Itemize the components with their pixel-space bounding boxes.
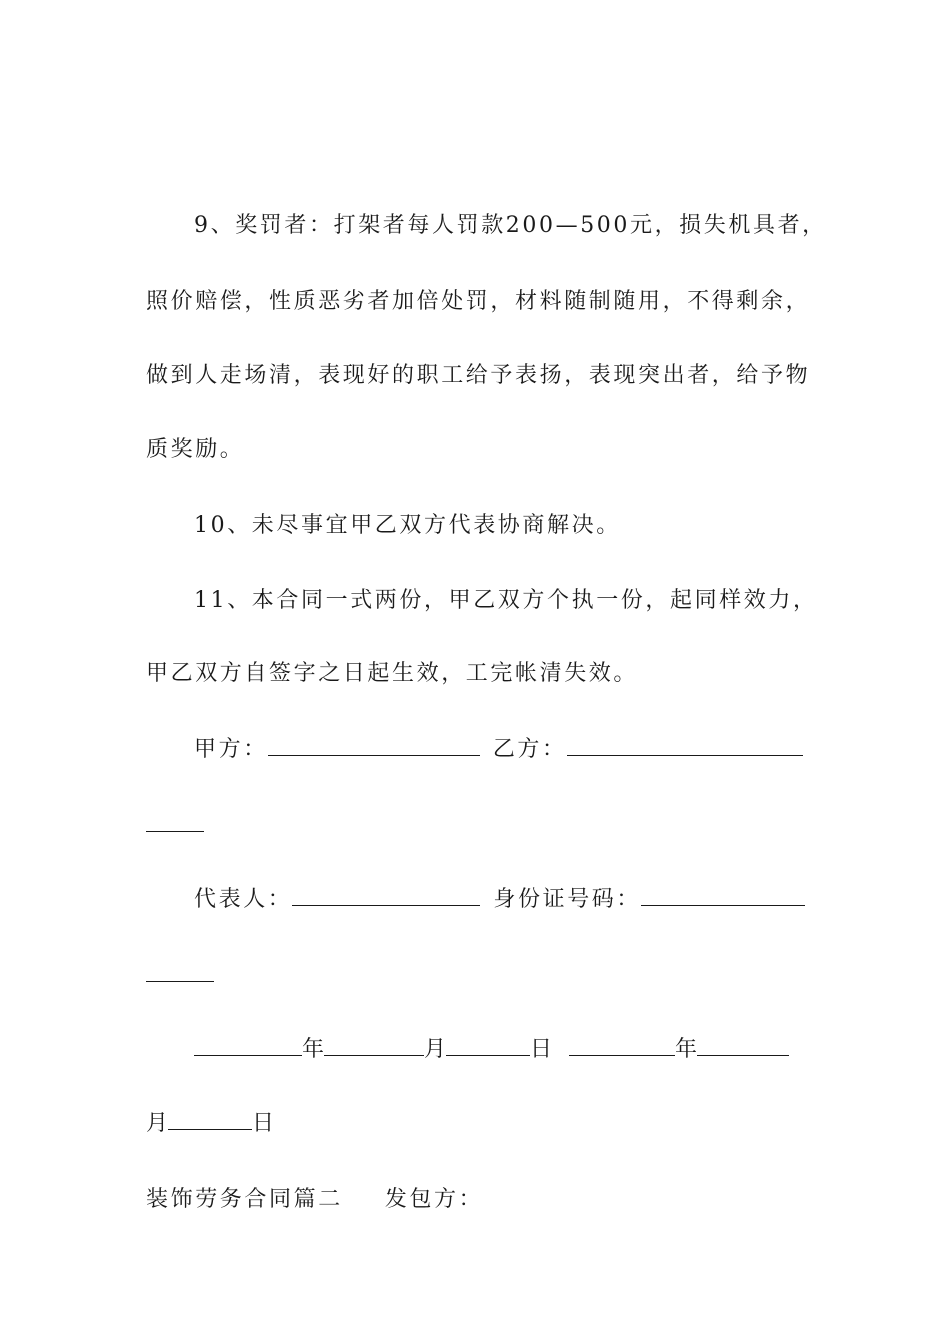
date-row-continuation bbox=[146, 1109, 274, 1139]
party-signature-row bbox=[194, 735, 803, 765]
clause-9-line-2: 照价赔偿，性质恶劣者加倍处罚，材料随制随用，不得剩余， bbox=[146, 289, 811, 314]
date-b-day-label: 日 bbox=[252, 1111, 275, 1136]
party-b-blank-continuation bbox=[146, 811, 204, 832]
representative-blank bbox=[292, 885, 480, 906]
clause-11-line-1: 11、本合同一式两份，甲乙双方个执一份，起同样效力， bbox=[194, 588, 818, 613]
clause-9-line-3: 做到人走场清，表现好的职工给予表扬，表现突出者，给予物 bbox=[146, 363, 811, 388]
id-number-label: 身份证号码： bbox=[493, 887, 642, 912]
party-b-label: 乙方： bbox=[492, 737, 567, 762]
date-b-day-blank bbox=[168, 1109, 252, 1130]
party-b-blank bbox=[567, 735, 803, 756]
contractor-label: 发包方： bbox=[384, 1187, 484, 1212]
date-b-month-blank bbox=[697, 1035, 789, 1056]
clause-9-line-1: 9、奖罚者：打架者每人罚款200—500元，损失机具者， bbox=[194, 213, 827, 238]
next-section-row bbox=[146, 1185, 483, 1215]
date-a-year-label: 年 bbox=[302, 1037, 325, 1062]
id-number-blank bbox=[641, 885, 805, 906]
clause-10: 10、未尽事宜甲乙双方代表协商解决。 bbox=[194, 513, 621, 538]
date-a-month-label: 月 bbox=[424, 1037, 447, 1062]
section-title: 装饰劳务合同篇二 bbox=[146, 1187, 343, 1212]
representative-row bbox=[194, 885, 805, 915]
date-a-day-blank bbox=[446, 1035, 530, 1056]
id-number-blank-continuation bbox=[146, 961, 214, 982]
date-row bbox=[194, 1035, 789, 1065]
representative-label: 代表人： bbox=[194, 887, 293, 912]
clause-11-line-2: 甲乙双方自签字之日起生效，工完帐清失效。 bbox=[146, 661, 639, 686]
party-a-label: 甲方： bbox=[194, 737, 268, 762]
date-a-month-blank bbox=[324, 1035, 424, 1056]
clause-9-line-4: 质奖励。 bbox=[146, 437, 245, 462]
date-a-day-label: 日 bbox=[530, 1037, 553, 1062]
date-a-year-blank bbox=[194, 1035, 302, 1056]
date-b-year-label: 年 bbox=[675, 1037, 698, 1062]
date-b-month-label: 月 bbox=[146, 1111, 169, 1136]
id-blank-continuation bbox=[146, 961, 214, 991]
party-blank-continuation bbox=[146, 811, 204, 841]
date-b-year-blank bbox=[569, 1035, 675, 1056]
party-a-blank bbox=[268, 735, 480, 756]
